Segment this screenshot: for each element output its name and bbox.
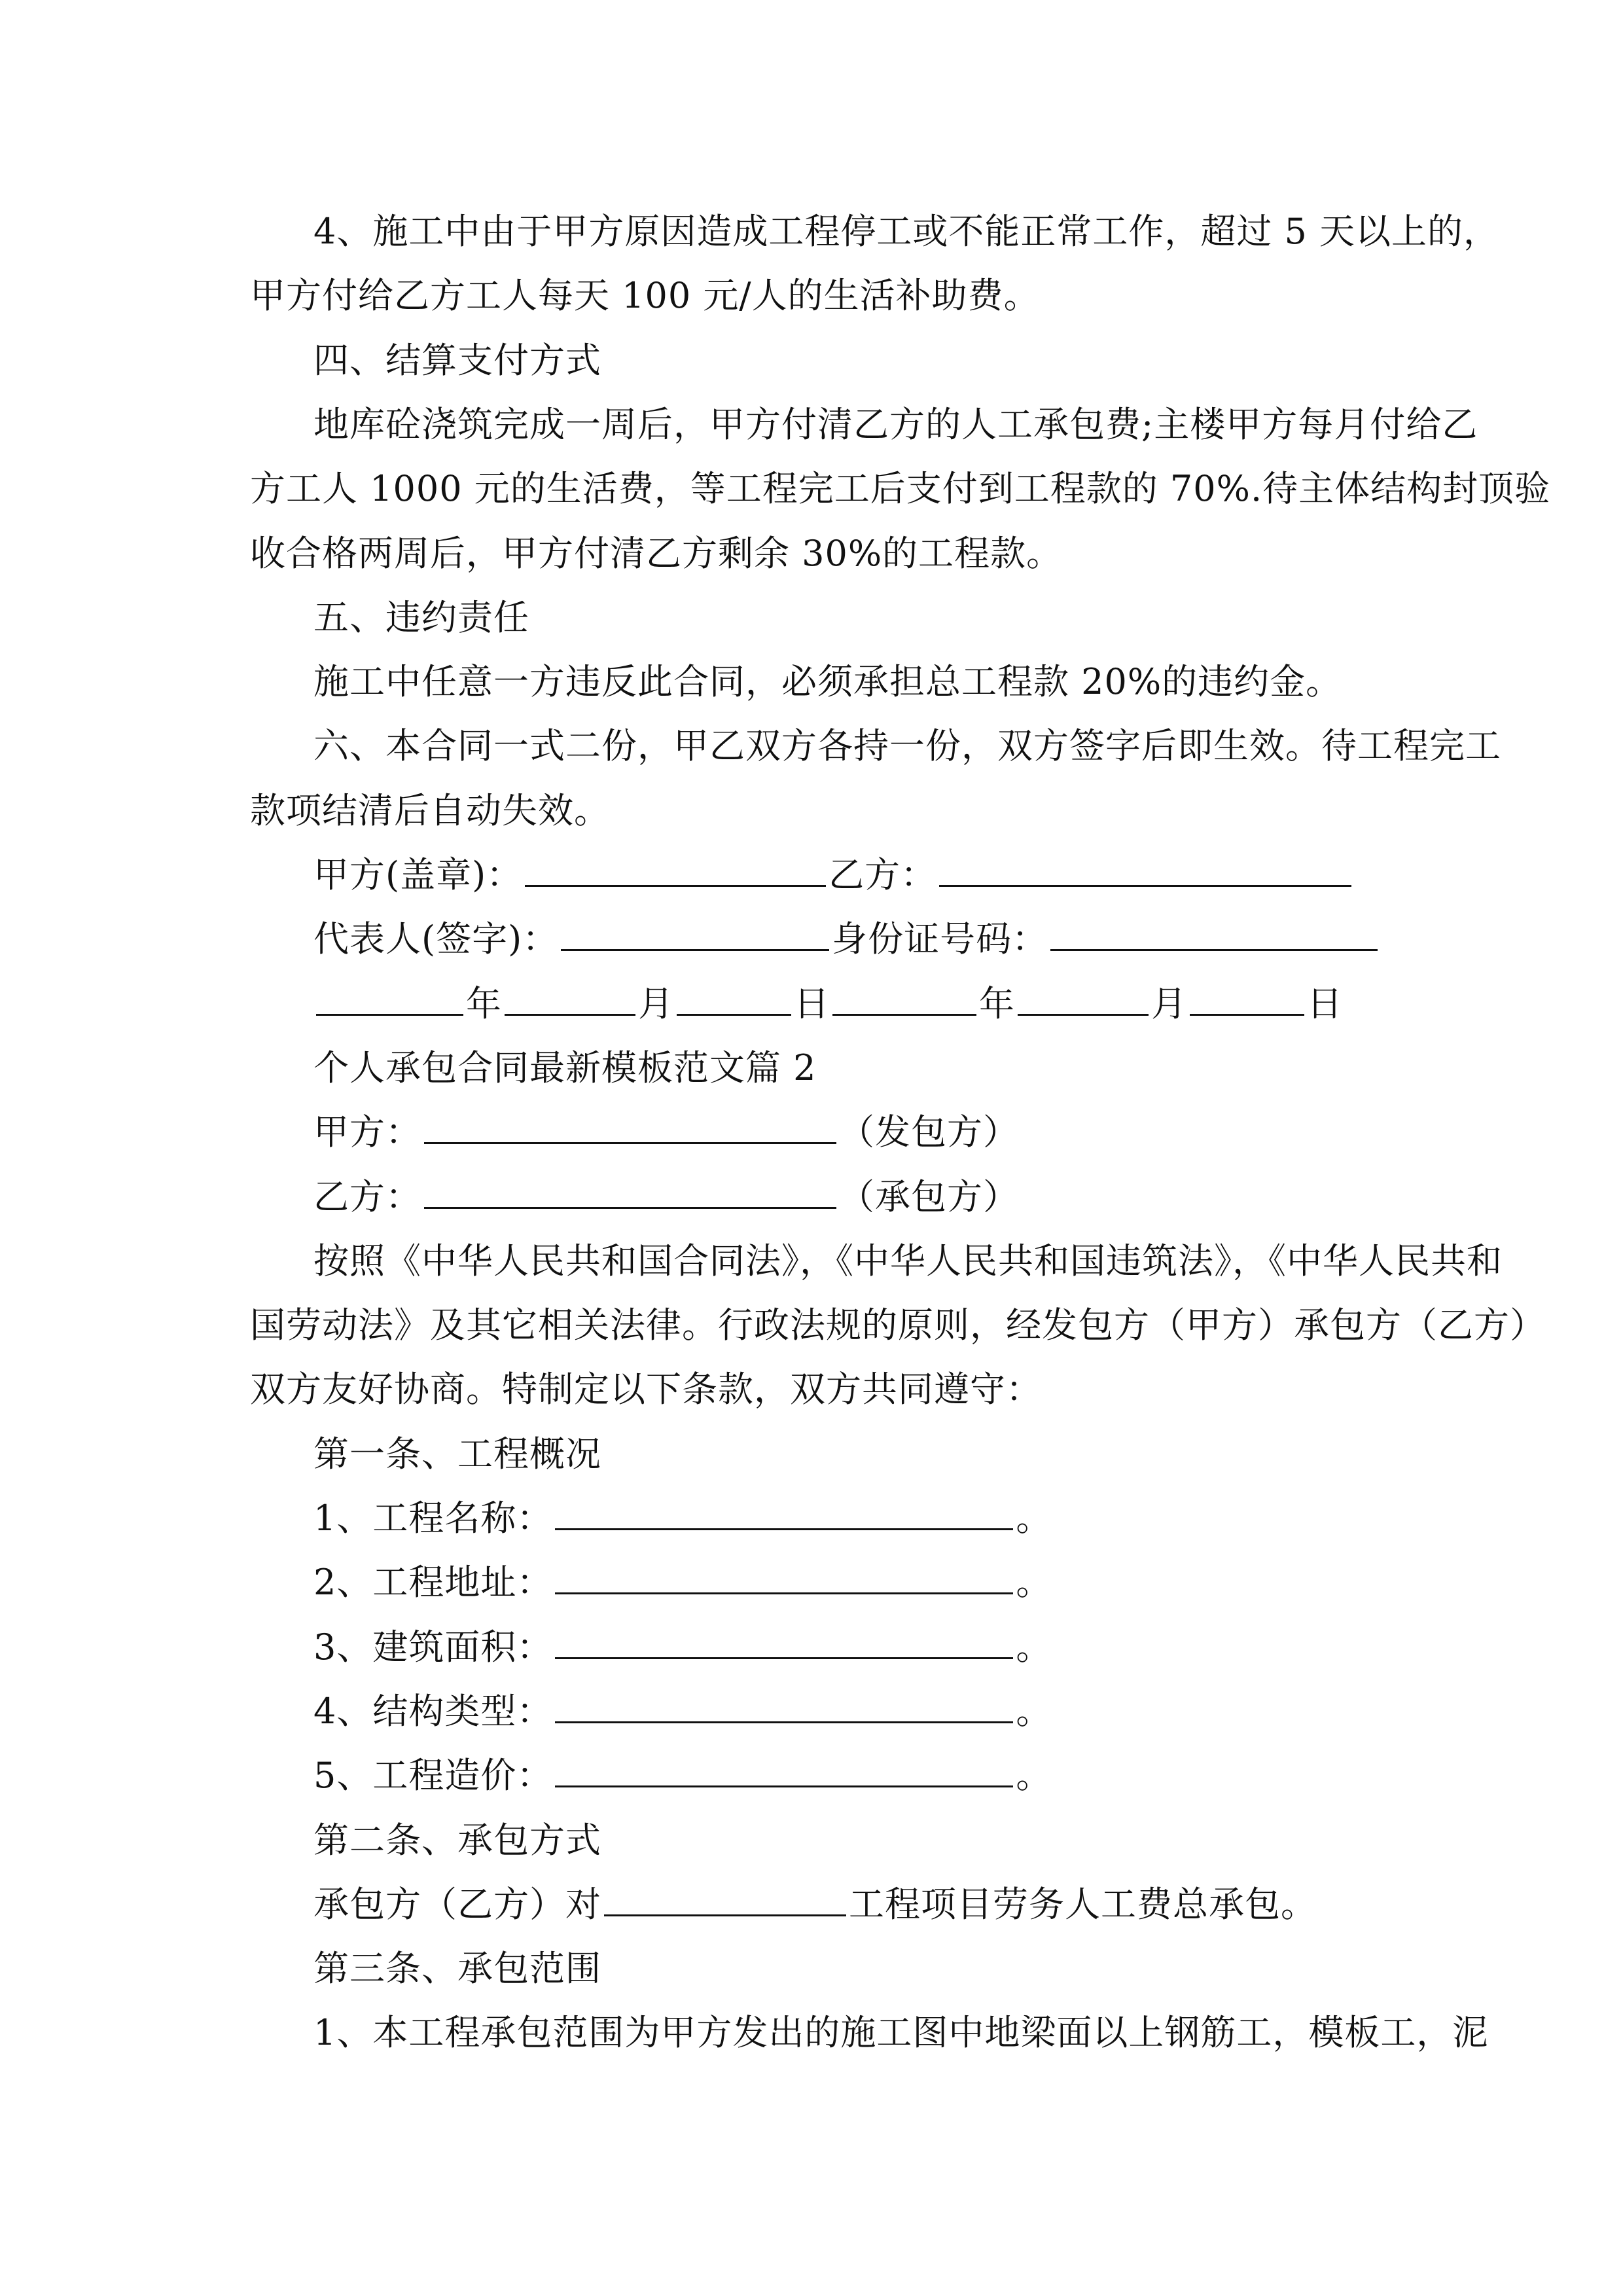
text-segment: 五、违约责任 <box>313 596 529 638</box>
fill-in-blank[interactable] <box>1190 973 1304 1016</box>
text-segment: 年 <box>466 982 502 1024</box>
text-line <box>313 586 1452 650</box>
text-segment: 第一条、工程概况 <box>313 1433 601 1475</box>
text-line <box>313 1229 1503 1293</box>
text-segment: 承包方（乙方）对 <box>313 1883 601 1925</box>
text-line <box>313 1744 1452 1808</box>
text-segment: 。 <box>1016 1498 1052 1539</box>
text-line <box>313 1036 1452 1100</box>
text-segment: 乙方： <box>829 854 937 895</box>
text-segment: 地库砼浇筑完成一周后，甲方付清乙方的人工承包费;主楼甲方每月付给乙 <box>313 403 1478 445</box>
text-segment: 5、工程造价： <box>313 1755 553 1797</box>
text-segment: 日 <box>1307 982 1343 1024</box>
text-segment: 甲方： <box>313 1111 421 1153</box>
text-segment: 1、本工程承包范围为甲方发出的施工图中地梁面以上钢筋工，模板工，泥 <box>313 2012 1489 2054</box>
text-line <box>313 393 1478 457</box>
text-segment: 第三条、承包范围 <box>313 1948 601 1990</box>
text-line <box>313 1551 1452 1615</box>
text-segment: 。 <box>1016 1626 1052 1668</box>
fill-in-blank[interactable] <box>505 973 635 1016</box>
text-line <box>313 1873 1452 1937</box>
text-segment: 日 <box>794 982 830 1024</box>
text-segment: 2、工程地址： <box>313 1562 553 1604</box>
fill-in-blank[interactable] <box>525 844 826 887</box>
text-line <box>313 714 1501 778</box>
text-segment: 六、本合同一式二份，甲乙双方各持一份，双方签字后即生效。待工程完工 <box>313 725 1501 767</box>
text-segment: 1、工程名称： <box>313 1498 553 1539</box>
fill-in-blank[interactable] <box>1018 973 1149 1016</box>
text-segment: 甲方(盖章)： <box>313 854 523 895</box>
fill-in-blank[interactable] <box>555 1681 1013 1723</box>
text-segment: 四、结算支付方式 <box>313 339 601 381</box>
fill-in-blank[interactable] <box>555 1745 1013 1787</box>
fill-in-blank[interactable] <box>555 1552 1013 1594</box>
text-line <box>313 1486 1452 1551</box>
fill-in-blank[interactable] <box>424 1102 836 1144</box>
text-line <box>313 650 1452 714</box>
text-segment: 月 <box>638 982 674 1024</box>
text-segment: 身份证号码： <box>832 918 1048 960</box>
text-segment: （承包方） <box>839 1175 1019 1217</box>
text-line <box>250 1357 1389 1422</box>
text-segment: 款项结清后自动失效。 <box>250 789 610 831</box>
fill-in-blank[interactable] <box>555 1488 1013 1530</box>
text-line <box>313 1679 1452 1744</box>
text-line <box>250 1293 1546 1357</box>
fill-in-blank[interactable] <box>424 1166 836 1209</box>
text-segment: 。 <box>1016 1690 1052 1732</box>
fill-in-blank[interactable] <box>832 973 976 1016</box>
text-segment: 第二条、承包方式 <box>313 1819 601 1861</box>
text-line <box>313 972 1452 1036</box>
text-segment: 月 <box>1151 982 1187 1024</box>
fill-in-blank[interactable] <box>316 973 463 1016</box>
text-line <box>250 779 1389 843</box>
fill-in-blank[interactable] <box>561 908 829 951</box>
text-segment: 个人承包合同最新模板范文篇 2 <box>313 1047 817 1088</box>
fill-in-blank[interactable] <box>604 1874 846 1916</box>
text-segment: 3、建筑面积： <box>313 1626 553 1668</box>
text-line <box>313 843 1452 907</box>
text-segment: 。 <box>1016 1755 1052 1797</box>
text-segment: 收合格两周后，甲方付清乙方剩余 30%的工程款。 <box>250 532 1063 574</box>
text-segment: 。 <box>1016 1562 1052 1604</box>
text-line <box>313 1100 1452 1164</box>
text-segment: 方工人 1000 元的生活费，等工程完工后支付到工程款的 70%.待主体结构封顶验 <box>250 468 1551 510</box>
text-line <box>313 329 1452 393</box>
text-line <box>313 907 1452 971</box>
text-line <box>313 1165 1452 1229</box>
text-segment: 工程项目劳务人工费总承包。 <box>849 1883 1317 1925</box>
text-line <box>250 457 1551 521</box>
fill-in-blank[interactable] <box>555 1617 1013 1659</box>
fill-in-blank[interactable] <box>677 973 791 1016</box>
text-line <box>313 1422 1452 1486</box>
text-line <box>250 522 1389 586</box>
text-segment: 年 <box>979 982 1015 1024</box>
text-segment: 4、结构类型： <box>313 1690 553 1732</box>
text-segment: 国劳动法》及其它相关法律。行政法规的原则，经发包方（甲方）承包方（乙方） <box>250 1304 1546 1346</box>
fill-in-blank[interactable] <box>939 844 1351 887</box>
fill-in-blank[interactable] <box>1050 908 1378 951</box>
text-line <box>313 2001 1489 2065</box>
text-segment: 甲方付给乙方工人每天 100 元/人的生活补助费。 <box>250 275 1040 317</box>
text-segment: （发包方） <box>839 1111 1019 1153</box>
text-segment: 双方友好协商。特制定以下条款，双方共同遵守： <box>250 1369 1042 1410</box>
text-line <box>250 264 1389 328</box>
text-segment: 乙方： <box>313 1175 421 1217</box>
text-segment: 4、施工中由于甲方原因造成工程停工或不能正常工作，超过 5 天以上的， <box>313 211 1500 252</box>
text-segment: 按照《中华人民共和国合同法》，《中华人民共和国违筑法》，《中华人民共和 <box>313 1240 1503 1282</box>
text-line <box>313 1937 1452 2001</box>
text-segment: 代表人(签字)： <box>313 918 559 960</box>
text-line <box>313 200 1500 264</box>
text-line <box>313 1808 1452 1873</box>
text-line <box>313 1615 1452 1679</box>
text-segment: 施工中任意一方违反此合同，必须承担总工程款 20%的违约金。 <box>313 661 1342 703</box>
